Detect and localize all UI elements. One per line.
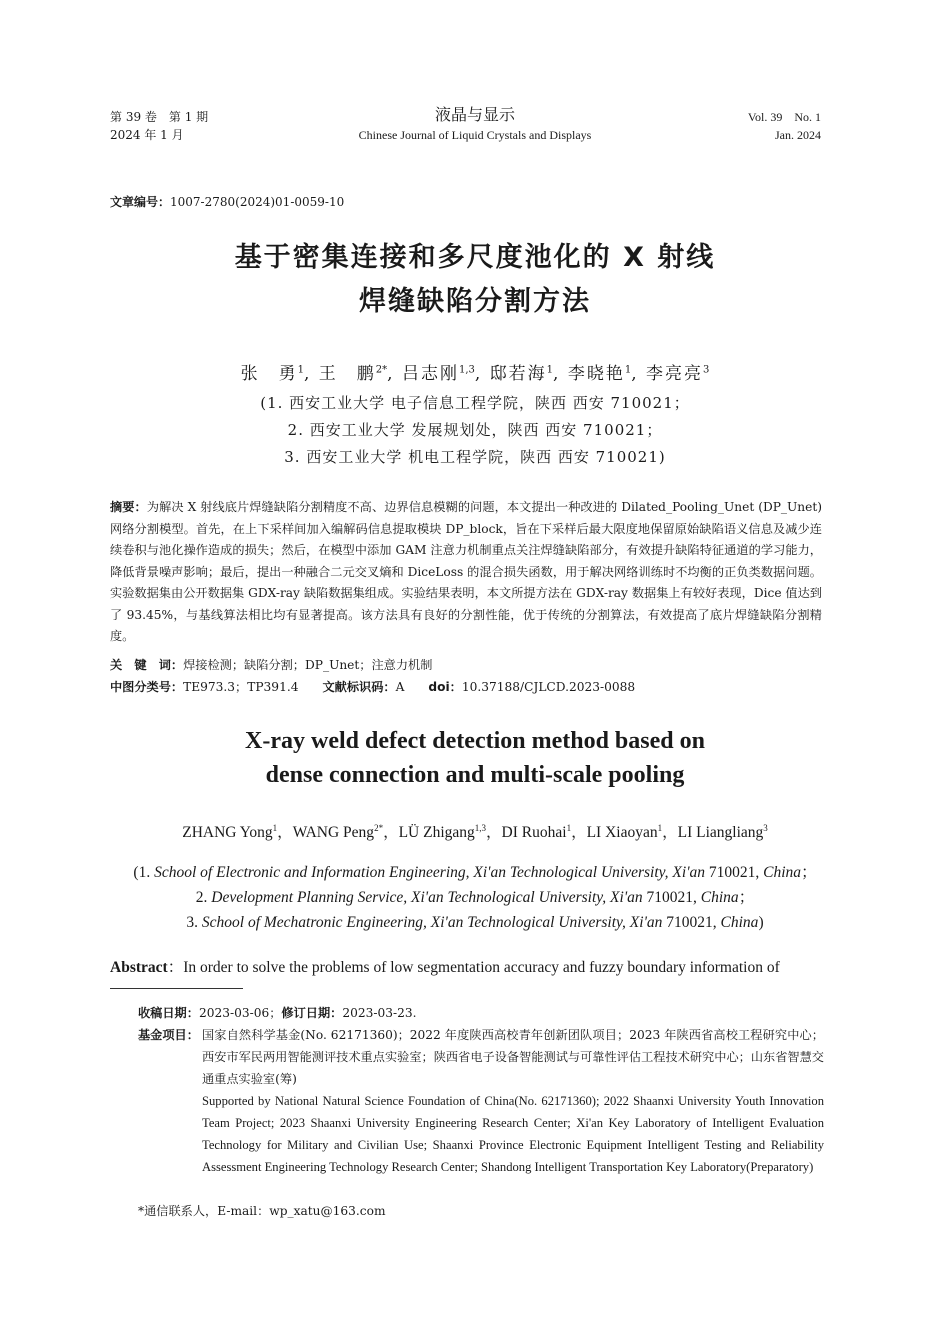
author-en: LÜ Zhigang$^{1,3}$， [398, 823, 502, 842]
keywords-label: 关 键 词： [110, 658, 184, 672]
journal-volume-issue-en [640, 108, 821, 144]
revised-value: 2023-03-23. [342, 1006, 417, 1020]
author-en: DI Ruohai$^1$， [501, 823, 587, 842]
journal-volume-issue-cn [110, 108, 330, 144]
keywords-cn [110, 655, 822, 675]
author-en: LI Xiaoyan$^1$， [586, 823, 678, 842]
author-cn: 张 勇$^1$, [240, 363, 312, 384]
fund-text-en: Supported by National Natural Science Foundation of China(No. 62171360); 2022 Shaanxi University Youth Innovation Team Project; 2023 Shaanxi University Engineering Research Center; Xi'an Key Laboratory of Intelligent Evaluation Technology for Military and Civilian Use; Shaanxi Province Electronic Equipment Intelligent Testing and Reliability Assessment Engineering Technology Research Center; Shandong Intelligent Transportation Key Laboratory(Preparatory) [202, 1094, 824, 1174]
author-en: LI Liangliang$^3$ [677, 823, 768, 842]
journal-name-en: Chinese Journal of Liquid Crystals and Displays [358, 128, 592, 142]
abstract-cn-label: 摘要： [110, 500, 147, 514]
corresponding-author: *通信联系人，E-mail：wp_xatu@163.com [138, 1204, 386, 1218]
journal-name [300, 104, 650, 144]
article-number [110, 193, 344, 210]
authors-cn [100, 358, 850, 386]
abstract-en: Abstract：In order to solve the problems of low segmentation accuracy and fuzzy boundary information of [110, 959, 780, 976]
author-cn: 王 鹏$^{2*}$, [318, 363, 395, 384]
footnote-divider [110, 988, 243, 989]
date-en: Jan. 2024 [775, 128, 821, 142]
authors-en [100, 817, 850, 844]
article-number-label: 文章编号： [110, 195, 171, 209]
affiliation-cn-1: (1. 西安工业大学 电子信息工程学院，陕西 西安 710021； [260, 394, 690, 412]
clc-label: 中图分类号： [110, 680, 184, 694]
author-cn: 李亮亮$^3$ [646, 363, 710, 384]
fund-text-cn: 国家自然科学基金(No. 62171360)；2022 年度陕西高校青年创新团队项目；2023 年陕西省高校工程研究中心；西安市军民两用智能测评技术重点实验室；陕西省电子设备智能测试与可靠性评估工程技术研究中心；山东省智慧交通重点实验室(筹) [202, 1028, 824, 1086]
abstract-cn-text: 为解决 X 射线底片焊缝缺陷分割精度不高、边界信息模糊的问题，本文提出一种改进的 Dilated_Pooling_Unet (DP_Unet)网络分割模型。首先，在上下采样间加入编解码信息提取模块 DP_block，旨在下采样后最大限度地保留原始缺陷语义信息及减少连续卷积与池化操作造成的损失；然后，在模型中添加 GAM 注意力机制重点关注焊缝缺陷部分，有效提升缺陷特征通道的学习能力，降低背景噪声影响；最后，提出一种融合二元交叉熵和 DiceLoss 的混合损失函数，用于解决网络训练时不均衡的正负类数据问题。实验数据集由公开数据集 GDX-ray 缺陷数据集组成。实验结果表明，本文所提方法在 GDX-ray 数据集上有较好表现，Dice 值达到了 93.45%，与基线算法相比均有显著提高。该方法具有良好的分割性能，优于传统的分割算法，有效提高了底片焊缝缺陷分割精度。 [110, 500, 822, 643]
title-cn [100, 236, 850, 324]
doc-code-label: 文献标识码： [322, 680, 396, 694]
abstract-en-text: In order to solve the problems of low segmentation accuracy and fuzzy boundary information of [183, 959, 780, 976]
fund-label: 基金项目： [138, 1028, 199, 1042]
footnote-dates [138, 1002, 417, 1024]
volume-issue-en: Vol. 39 No. 1 [747, 110, 821, 124]
affiliations-en [100, 860, 850, 935]
received-label: 收稿日期： [138, 1006, 199, 1020]
affiliation-en-3: 3. School of Mechatronic Engineering, Xi'an Technological University, Xi'an 710021, China) [186, 914, 764, 931]
classification-line [110, 677, 822, 697]
date-cn: 2024 年 1 月 [110, 128, 184, 142]
author-cn: 李晓艳$^1$, [567, 363, 639, 384]
title-en [100, 724, 850, 792]
article-number-value: 1007-2780(2024)01-0059-10 [170, 195, 345, 209]
doi-label: doi： [428, 680, 462, 694]
abstract-cn [110, 497, 822, 648]
title-cn-line2: 焊缝缺陷分割方法 [359, 286, 591, 317]
keywords-text: 焊接检测；缺陷分割；DP_Unet；注意力机制 [183, 658, 433, 672]
received-value: 2023-03-06； [198, 1006, 282, 1020]
clc-value: TE973.3；TP391.4 [183, 680, 299, 694]
affiliations-cn [100, 390, 850, 471]
doc-code-value: A [395, 680, 405, 694]
volume-issue-cn: 第 39 卷 第 1 期 [110, 110, 209, 124]
affiliation-en-2: 2. Development Planning Service, Xi'an Technological University, Xi'an 710021, China； [195, 889, 755, 906]
revised-label: 修订日期： [281, 1006, 343, 1020]
title-en-line1: X-ray weld defect detection method based on [245, 728, 705, 754]
author-cn: 吕志刚$^{1,3}$, [401, 363, 483, 384]
author-en: ZHANG Yong$^1$， [182, 823, 293, 842]
affiliation-en-1: (1. School of Electronic and Information Engineering, Xi'an Technological University, Xi'an 710021, China； [133, 864, 817, 881]
journal-name-cn: 液晶与显示 [434, 105, 515, 124]
abstract-en-label: Abstract [110, 959, 168, 976]
title-cn-line1: 基于密集连接和多尺度池化的 X 射线 [234, 242, 716, 273]
author-en: WANG Peng$^{2*}$， [292, 823, 399, 842]
author-cn: 邸若海$^1$, [489, 363, 561, 384]
title-en-line2: dense connection and multi-scale pooling [265, 762, 685, 788]
affiliation-cn-2: 2. 西安工业大学 发展规划处，陕西 西安 710021； [287, 421, 663, 439]
affiliation-cn-3: 3. 西安工业大学 机电工程学院，陕西 西安 710021) [284, 448, 666, 466]
doi-value: 10.37188/CJLCD.2023-0088 [461, 680, 636, 694]
